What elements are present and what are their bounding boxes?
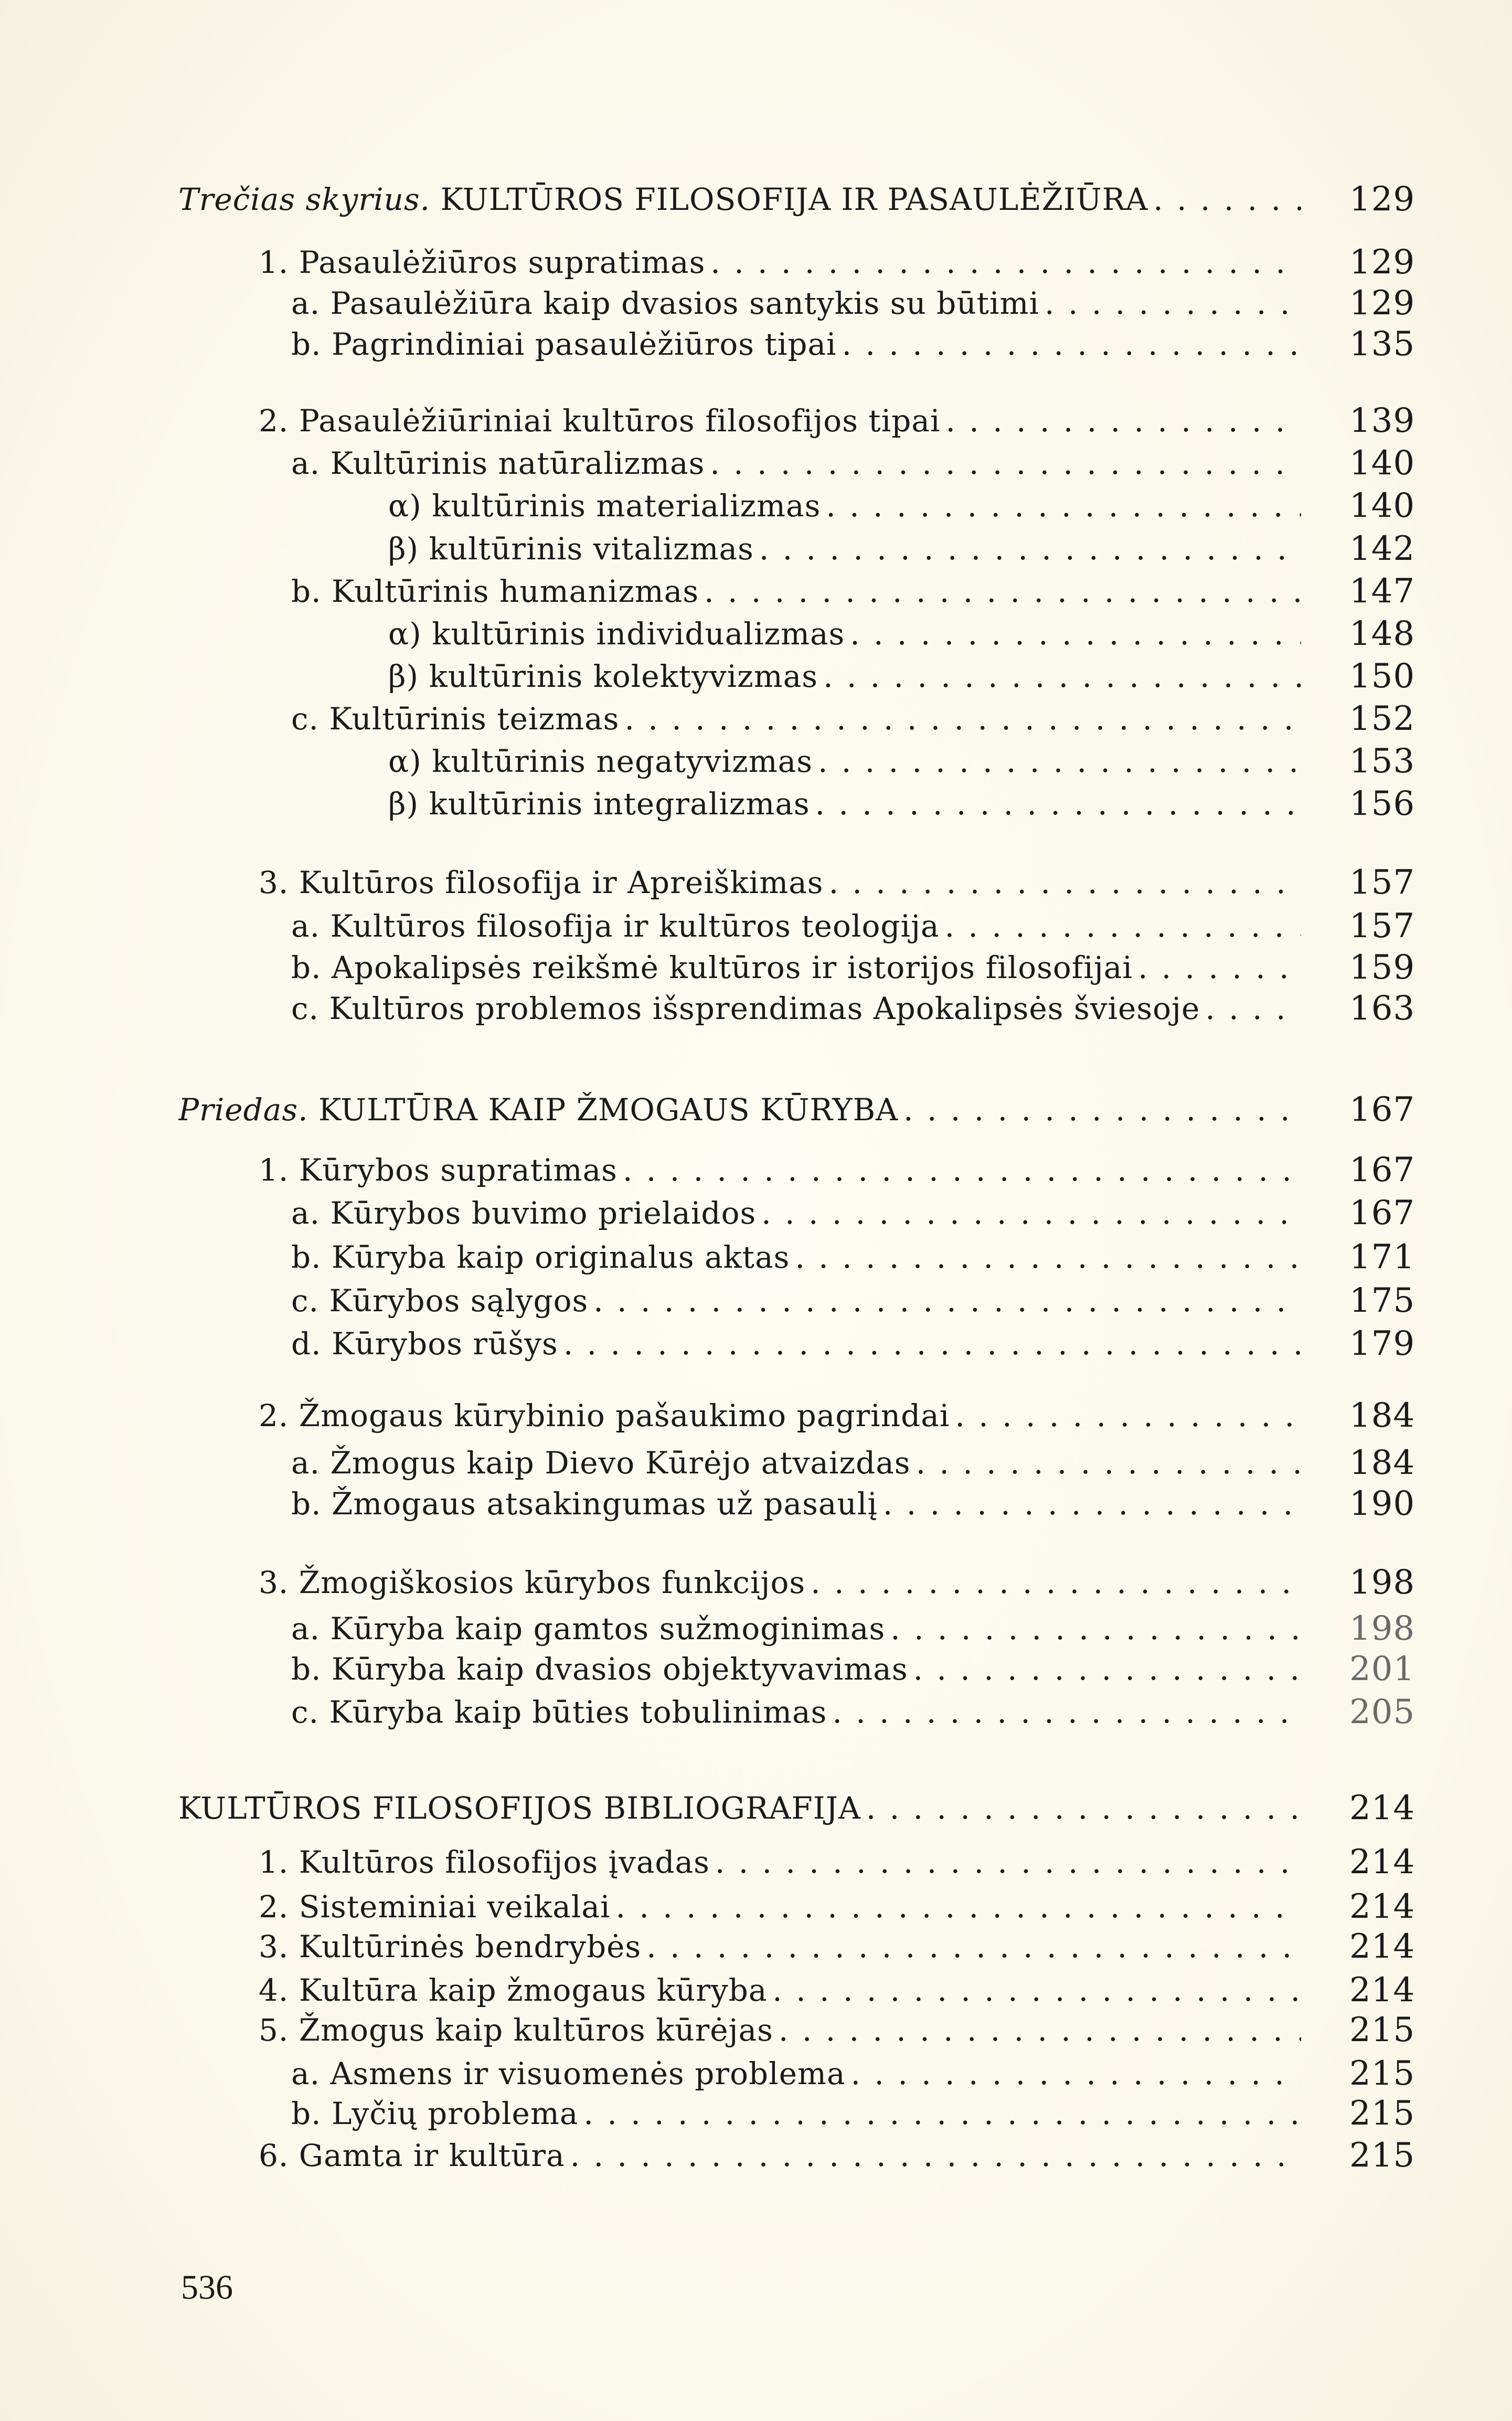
toc-entry [291, 1608, 1301, 1650]
group-title: 1. Kūrybos supratimas [259, 1152, 617, 1188]
subitem-title: α) kultūrinis negatyvizmas [388, 744, 813, 779]
page-ref: 205 [1349, 1693, 1415, 1732]
dot-leader [823, 655, 1301, 697]
section-title: KULTŪROS FILOSOFIJOS BIBLIOGRAFIJA [178, 1790, 861, 1826]
toc-group-row [0, 1562, 1512, 1604]
page-ref: 139 [1349, 401, 1415, 440]
toc-item-row [0, 1483, 1512, 1525]
toc-group-row [0, 1149, 1512, 1191]
group-title: 2. Žmogaus kūrybinio pašaukimo pagrindai [259, 1398, 950, 1434]
toc-entry [259, 1841, 1301, 1883]
toc-entry [178, 1787, 1301, 1829]
toc-entry [259, 1562, 1301, 1604]
page-ref: 190 [1349, 1484, 1415, 1523]
toc-group-row [0, 1395, 1512, 1437]
dot-leader [851, 2053, 1301, 2095]
page-ref: 148 [1349, 614, 1415, 653]
toc-subitem-row [0, 740, 1512, 782]
group-title: 2. Sisteminiai veikalai [259, 1889, 611, 1925]
toc-entry [259, 1926, 1301, 1968]
page-ref: 135 [1349, 325, 1415, 364]
group-title: 3. Kultūrinės bendrybės [259, 1929, 642, 1965]
toc-entry [291, 2053, 1301, 2095]
toc-subitem-row [0, 485, 1512, 527]
toc-item-row [0, 1648, 1512, 1690]
dot-leader [593, 1280, 1301, 1322]
toc-section-heading [0, 178, 1512, 220]
page-ref: 163 [1349, 989, 1415, 1028]
dot-leader [826, 485, 1301, 527]
page-ref: 156 [1349, 784, 1415, 823]
dot-leader [913, 1648, 1301, 1690]
toc-item-row [0, 2093, 1512, 2135]
group-title: 6. Gamta ir kultūra [259, 2138, 565, 2173]
toc-entry [291, 2093, 1301, 2135]
item-title: a. Žmogus kaip Dievo Kūrėjo atvaizdas [291, 1445, 911, 1481]
toc-entry [388, 655, 1301, 697]
subitem-title: β) kultūrinis integralizmas [388, 786, 810, 822]
dot-leader [811, 1562, 1301, 1604]
group-title: 5. Žmogus kaip kultūros kūrėjas [259, 2012, 773, 2048]
toc-item-row [0, 1323, 1512, 1365]
subitem-title: β) kultūrinis vitalizmas [388, 531, 754, 567]
page-ref: 152 [1349, 699, 1415, 738]
toc-entry [291, 1280, 1301, 1322]
dot-leader [623, 1149, 1301, 1191]
dot-leader [779, 2009, 1301, 2051]
page-ref: 153 [1349, 742, 1415, 781]
item-title: b. Lyčių problema [291, 2096, 579, 2131]
toc-entry [388, 613, 1301, 655]
item-title: a. Kūryba kaip gamtos sužmoginimas [291, 1611, 886, 1647]
page-ref: 214 [1349, 1971, 1415, 2010]
page-ref: 140 [1349, 444, 1415, 483]
toc-entry [291, 282, 1301, 324]
dot-leader [842, 323, 1301, 365]
toc-group-row [0, 1969, 1512, 2011]
page-ref: 142 [1349, 529, 1415, 568]
subitem-title: α) kultūrinis individualizmas [388, 616, 845, 652]
dot-leader [955, 1395, 1301, 1437]
page-ref: 159 [1349, 948, 1415, 987]
toc-entry [259, 241, 1301, 283]
toc-entry [259, 1886, 1301, 1928]
toc-entry [388, 528, 1301, 570]
toc-entry [291, 1648, 1301, 1690]
dot-leader [1138, 947, 1301, 989]
toc-group-row [0, 1886, 1512, 1928]
toc-group-row [0, 1841, 1512, 1883]
page-ref: 184 [1349, 1396, 1415, 1435]
toc-item-row [0, 1280, 1512, 1322]
toc-entry [259, 862, 1301, 904]
item-title: b. Kultūrinis humanizmas [291, 574, 699, 609]
page-ref: 215 [1349, 2094, 1415, 2133]
dot-leader [945, 905, 1301, 947]
group-title: 3. Kultūros filosofija ir Apreiškimas [259, 865, 824, 900]
item-title: b. Žmogaus atsakingumas už pasaulį [291, 1486, 878, 1522]
page-ref: 179 [1349, 1324, 1415, 1363]
toc-item-row [0, 1608, 1512, 1650]
toc-entry [259, 1395, 1301, 1437]
toc-group-row [0, 400, 1512, 442]
page-ref: 198 [1349, 1563, 1415, 1602]
page-ref: 157 [1349, 863, 1415, 902]
toc-item-row [0, 282, 1512, 324]
toc-entry [291, 1691, 1301, 1733]
item-title: a. Asmens ir visuomenės problema [291, 2056, 846, 2091]
page-ref: 157 [1349, 907, 1415, 946]
item-title: b. Apokalipsės reikšmė kultūros ir istorijos filosofijai [291, 950, 1133, 985]
toc-entry [291, 1483, 1301, 1525]
dot-leader [890, 1608, 1301, 1650]
page-ref: 214 [1349, 1789, 1415, 1828]
dot-leader [866, 1787, 1301, 1829]
dot-leader [646, 1926, 1301, 1968]
toc-entry [291, 1442, 1301, 1484]
section-prefix: Trečias skyrius. [178, 182, 431, 217]
group-title: 1. Pasaulėžiūros supratimas [259, 245, 706, 280]
page-ref: 215 [1349, 2054, 1415, 2093]
toc-item-row [0, 1442, 1512, 1484]
page-ref: 150 [1349, 657, 1415, 696]
toc-entry [291, 1192, 1301, 1234]
item-title: a. Kultūros filosofija ir kultūros teologija [291, 908, 940, 944]
toc-entry [291, 442, 1301, 484]
dot-leader [570, 2135, 1301, 2176]
toc-item-row [0, 698, 1512, 740]
group-title: 4. Kultūra kaip žmogaus kūryba [259, 1972, 768, 2008]
dot-leader [1153, 178, 1301, 220]
toc-entry [388, 740, 1301, 782]
dot-leader [583, 2093, 1301, 2135]
subitem-title: β) kultūrinis kolektyvizmas [388, 659, 818, 694]
toc-entry [291, 947, 1301, 989]
page-ref: 167 [1349, 1151, 1415, 1190]
page-number: 536 [181, 2268, 233, 2307]
toc-group-row [0, 241, 1512, 283]
item-title: c. Kultūros problemos išsprendimas Apokalipsės šviesoje [291, 991, 1200, 1026]
group-title: 3. Žmogiškosios kūrybos funkcijos [259, 1565, 806, 1600]
toc-subitem-row [0, 528, 1512, 570]
dot-leader [1205, 987, 1301, 1029]
toc-entry [178, 1089, 1301, 1131]
dot-leader [563, 1323, 1301, 1365]
toc-group-row [0, 862, 1512, 904]
toc-section-heading [0, 1089, 1512, 1131]
toc-item-row [0, 1192, 1512, 1234]
item-title: b. Kūryba kaip dvasios objektyvavimas [291, 1651, 908, 1687]
dot-leader [759, 528, 1301, 570]
group-title: 2. Pasaulėžiūriniai kultūros filosofijos tipai [259, 403, 941, 439]
group-title: 1. Kultūros filosofijos įvadas [259, 1844, 710, 1880]
toc-item-row [0, 1236, 1512, 1278]
page-ref: 201 [1349, 1650, 1415, 1689]
page-ref: 167 [1349, 1090, 1415, 1129]
dot-leader [710, 241, 1301, 283]
toc-item-row [0, 323, 1512, 365]
toc-entry [259, 1969, 1301, 2011]
toc-entry [388, 783, 1301, 825]
dot-leader [710, 442, 1301, 484]
dot-leader [916, 1442, 1301, 1484]
page-ref: 129 [1349, 284, 1415, 323]
toc-group-row [0, 1926, 1512, 1968]
dot-leader [1045, 282, 1301, 324]
page-ref: 214 [1349, 1843, 1415, 1882]
page-ref: 140 [1349, 486, 1415, 525]
toc-item-row [0, 442, 1512, 484]
page-ref: 129 [1349, 243, 1415, 282]
item-title: c. Kultūrinis teizmas [291, 701, 620, 737]
page-ref: 198 [1349, 1609, 1415, 1648]
toc-item-row [0, 570, 1512, 612]
page-ref: 147 [1349, 572, 1415, 611]
dot-leader [829, 862, 1301, 904]
section-title: KULTŪRA KAIP ŽMOGAUS KŪRYBA [318, 1092, 899, 1128]
page-ref: 184 [1349, 1443, 1415, 1482]
dot-leader [795, 1236, 1301, 1278]
dot-leader [832, 1691, 1301, 1733]
page-ref: 171 [1349, 1238, 1415, 1277]
dot-leader [946, 400, 1301, 442]
dot-leader [850, 613, 1301, 655]
toc-group-row [0, 2009, 1512, 2051]
toc-entry [259, 400, 1301, 442]
item-title: b. Kūryba kaip originalus aktas [291, 1239, 790, 1275]
toc-subitem-row [0, 613, 1512, 655]
toc-subitem-row [0, 655, 1512, 697]
toc-item-row [0, 2053, 1512, 2095]
toc-subitem-row [0, 783, 1512, 825]
toc-entry [291, 1236, 1301, 1278]
toc-entry [388, 485, 1301, 527]
toc-item-row [0, 905, 1512, 947]
toc-entry [259, 1149, 1301, 1191]
toc-entry [291, 698, 1301, 740]
subitem-title: α) kultūrinis materializmas [388, 488, 821, 524]
toc-entry [291, 905, 1301, 947]
dot-leader [624, 698, 1301, 740]
toc-entry [291, 570, 1301, 612]
item-title: c. Kūrybos sąlygos [291, 1283, 589, 1319]
toc-entry [259, 2135, 1301, 2176]
dot-leader [715, 1841, 1301, 1883]
item-title: c. Kūryba kaip būties tobulinimas [291, 1694, 827, 1730]
dot-leader [761, 1192, 1301, 1234]
item-title: a. Pasaulėžiūra kaip dvasios santykis su būtimi [291, 285, 1040, 321]
toc-item-row [0, 947, 1512, 989]
toc-entry [259, 2009, 1301, 2051]
section-title: KULTŪROS FILOSOFIJA IR PASAULĖŽIŪRA [440, 182, 1148, 217]
page-ref: 214 [1349, 1927, 1415, 1966]
dot-leader [772, 1969, 1301, 2011]
page-ref: 167 [1349, 1194, 1415, 1233]
toc-entry [178, 178, 1301, 220]
toc-group-row [0, 2135, 1512, 2176]
dot-leader [903, 1089, 1301, 1131]
item-title: b. Pagrindiniai pasaulėžiūros tipai [291, 326, 837, 362]
dot-leader [815, 783, 1301, 825]
toc-item-row [0, 987, 1512, 1029]
dot-leader [704, 570, 1301, 612]
page-ref: 175 [1349, 1281, 1415, 1320]
toc-entry [291, 323, 1301, 365]
toc-section-heading [0, 1787, 1512, 1829]
item-title: d. Kūrybos rūšys [291, 1326, 558, 1362]
page-ref: 129 [1349, 180, 1415, 219]
item-title: a. Kūrybos buvimo prielaidos [291, 1195, 757, 1231]
page-ref: 215 [1349, 2136, 1415, 2175]
page-ref: 214 [1349, 1887, 1415, 1926]
dot-leader [883, 1483, 1301, 1525]
page-ref: 215 [1349, 2011, 1415, 2050]
toc-entry [291, 987, 1301, 1029]
item-title: a. Kultūrinis natūralizmas [291, 445, 705, 481]
toc-entry [291, 1323, 1301, 1365]
toc-item-row [0, 1691, 1512, 1733]
dot-leader [818, 740, 1301, 782]
section-prefix: Priedas. [178, 1092, 308, 1128]
dot-leader [616, 1886, 1301, 1928]
